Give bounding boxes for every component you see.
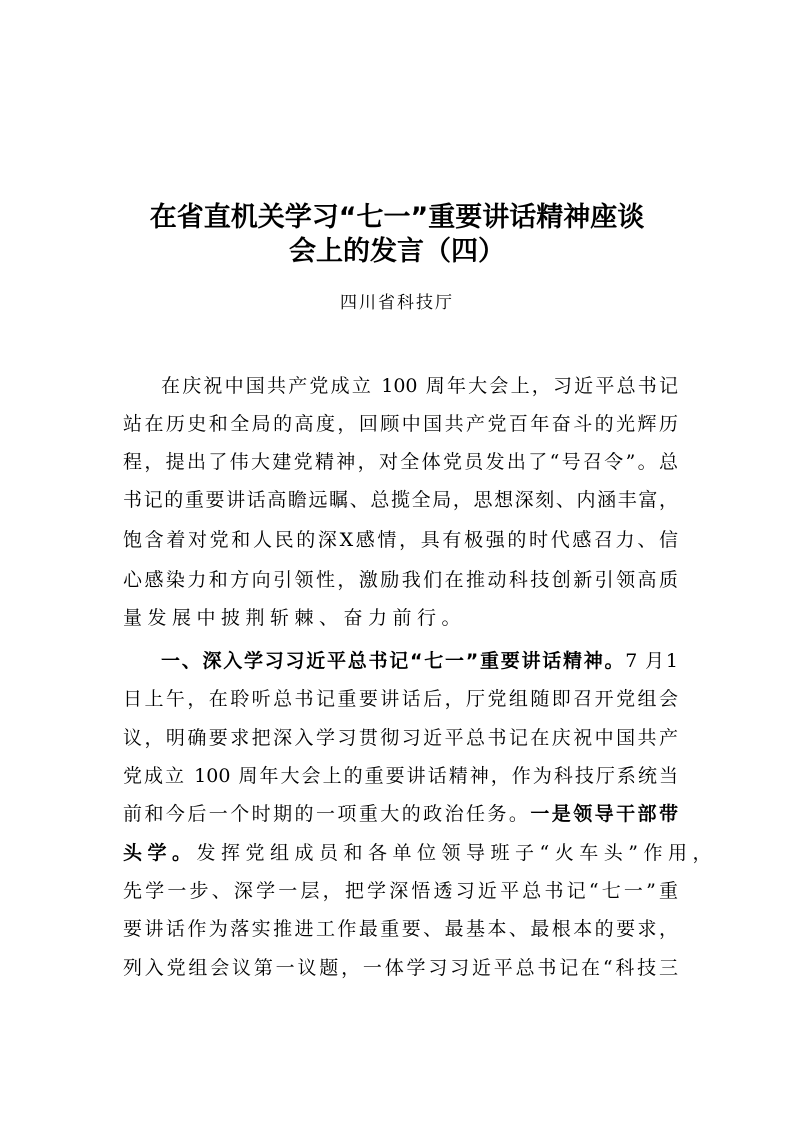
text-segment: 先学一步、深学一层，把学深悟透习近平总书记“七一”重	[123, 880, 678, 902]
text-segment: 心感染力和方向引领性，激励我们在推动科技创新引领高质	[123, 569, 678, 591]
text-segment: 程，提出了伟大建党精神，对全体党员发出了“号召令”。总	[123, 451, 678, 473]
text-line	[123, 605, 678, 631]
text-segment: 发挥党组成员和各单位领导班子“火车头”作用，	[196, 842, 717, 864]
text-segment: 日上午，在聆听总书记重要讲话后，厅党组随即召开党组会	[123, 688, 678, 710]
text-segment: 列入党组会议第一议题，一体学习习近平总书记在“科技三	[123, 957, 678, 979]
text-line	[123, 449, 678, 475]
text-segment: 量发展中披荆斩棘、奋力前行。	[123, 607, 467, 629]
document-title-line-2: 会上的发言（四）	[289, 236, 505, 267]
text-line	[123, 840, 717, 866]
text-line	[123, 411, 678, 437]
author: 四川省科技厅	[340, 293, 454, 313]
text-segment: 前和今后一个时期的一项重大的政治任务。	[123, 803, 531, 825]
bold-text: 一是领导干部带	[530, 803, 678, 825]
bold-text: 一、深入学习习近平总书记“七一”重要讲话精神。	[161, 650, 626, 672]
text-line	[123, 567, 678, 593]
text-line	[123, 725, 678, 751]
text-line	[123, 763, 678, 789]
text-line	[123, 527, 678, 553]
text-segment: 议，明确要求把深入学习贯彻习近平总书记在庆祝中国共产	[123, 727, 678, 749]
text-segment: 书记的重要讲话高瞻远瞩、总揽全局，思想深刻、内涵丰富，	[123, 489, 678, 511]
text-line	[161, 648, 678, 674]
text-segment: 党成立 100 周年大会上的重要讲话精神，作为科技厅系统当	[123, 765, 678, 787]
text-line	[123, 916, 678, 942]
text-line	[123, 955, 678, 981]
text-segment: 站在历史和全局的高度，回顾中国共产党百年奋斗的光辉历	[123, 413, 678, 435]
text-segment: 饱含着对党和人民的深X感情，具有极强的时代感召力、信	[123, 529, 678, 551]
document-title-line-1: 在省直机关学习“七一”重要讲话精神座谈	[149, 202, 645, 233]
text-line	[123, 878, 678, 904]
text-line	[123, 686, 678, 712]
text-segment: 要讲话作为落实推进工作最重要、最基本、最根本的要求，	[123, 918, 678, 940]
text-segment: 7 月1	[625, 650, 679, 672]
text-line	[123, 801, 678, 827]
text-segment: 在庆祝中国共产党成立 100 周年大会上，习近平总书记	[161, 375, 678, 397]
bold-text: 头学。	[123, 842, 197, 864]
text-line	[123, 487, 678, 513]
text-line	[161, 373, 678, 399]
